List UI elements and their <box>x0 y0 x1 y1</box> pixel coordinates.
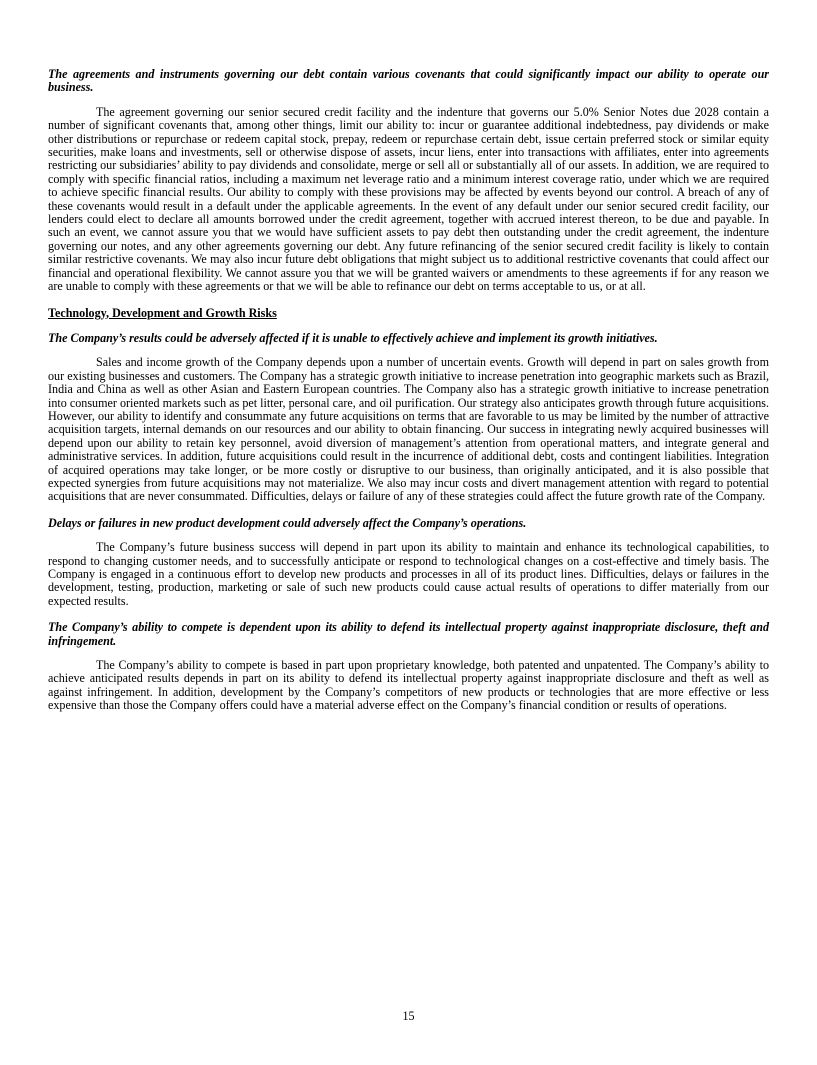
risk-heading-product-development: Delays or failures in new product development could adversely affect the Company’s operations. <box>48 515 527 530</box>
paragraph-intellectual-property: The Company’s ability to compete is based in part upon proprietary knowledge, both patented and unpatented. The Company’s ability to achieve anticipated results depends in part on its ability to defend its intellectual property against inappropriate disclosure and theft as well as against infringement. In addition, development by the Company’s competitors of new products or technologies that are more effective or less expensive than those the Company offers could have a material adverse effect on the Company’s financial condition or results of operations. <box>48 658 769 713</box>
paragraph-growth-initiatives: Sales and income growth of the Company depends upon a number of uncertain events. Growth will depend in part on sales growth from our existing businesses and customers. The Company has a strategic growth initiative to increase penetration into geographic markets such as Brazil, India and China as well as other Asian and Eastern European countries. The Company also has a strategic growth initiative to increase penetration into consumer oriented markets such as pet litter, personal care, and oil purification. Our strategy also anticipates growth through future acquisitions. However, our ability to identify and consummate any future acquisitions on terms that are favorable to us may be limited by the number of attractive acquisition targets, internal demands on our resources and our ability to obtain financing. Our success in integrating newly acquired businesses will depend upon our ability to retain key personnel, avoid diversion of management’s attention from operational matters, and integrate general and administrative services. In addition, future acquisitions could result in the incurrence of additional debt, costs and contingent liabilities. Integration of acquired operations may take longer, or be more costly or disruptive to our business, than originally anticipated, and it is also possible that expected synergies from future acquisitions may not materialize. We also may incur costs and divert management attention with regard to potential acquisitions that are never consummated. Difficulties, delays or failure of any of these strategies could affect the future growth rate of the Company. <box>48 355 769 504</box>
paragraph-debt-covenants: The agreement governing our senior secured credit facility and the indenture that governs our 5.0% Senior Notes due 2028 contain a number of significant covenants that, among other things, limit our ability to: incur or guarantee additional indebtedness, pay dividends or make other distributions or repurchase or redeem capital stock, prepay, redeem or repurchase certain debt, issue certain preferred stock or similar equity securities, make loans and investments, sell or otherwise dispose of assets, incur liens, enter into transactions with affiliates, enter into agreements restricting our subsidiaries’ ability to pay dividends and consolidate, merge or sell all or substantially all of our assets. In addition, we are required to comply with specific financial ratios, including a maximum net leverage ratio and a minimum interest coverage ratio, under which we are required to achieve specific financial results. Our ability to comply with these provisions may be affected by events beyond our control. A breach of any of these covenants would result in a default under the applicable agreements. In the event of any default under our senior secured credit facility, our lenders could elect to declare all amounts borrowed under the credit agreement, together with accrued interest thereon, to be due and payable. In such an event, we cannot assure you that we would have sufficient assets to pay debt then outstanding under the credit agreement, the indenture governing our notes, and any other agreements governing our debt. Any future refinancing of the senior secured credit facility is likely to contain similar restrictive covenants. We may also incur future debt obligations that might subject us to additional restrictive covenants that could affect our financial and operational flexibility. We cannot assure you that we will be granted waivers or amendments to these agreements if for any reason we are unable to comply with these agreements or that we will be able to refinance our debt on terms acceptable to us, or at all. <box>48 104 769 294</box>
section-title-technology-growth: Technology, Development and Growth Risks <box>48 305 277 320</box>
risk-heading-intellectual-property: The Company’s ability to compete is dependent upon its ability to defend its intellectual property against inappropriate disclosure, theft and infringement. <box>48 620 769 648</box>
page-number: 15 <box>402 1009 415 1023</box>
risk-heading-growth-initiatives: The Company’s results could be adversely affected if it is unable to effectively achieve and implement its growth initiatives. <box>48 330 658 345</box>
risk-heading-debt-covenants: The agreements and instruments governing our debt contain various covenants that could significantly impact our ability to operate our business. <box>48 67 769 95</box>
paragraph-product-development: The Company’s future business success will depend in part upon its ability to maintain and enhance its technological capabilities, to respond to changing customer needs, and to successfully anticipate or respond to technological changes on a cost-effective and timely basis. The Company is engaged in a continuous effort to develop new products and processes in all of its product lines. Difficulties, delays or failures in the development, testing, production, marketing or sale of such new products could cause actual results of operations to differ materially from our expected results. <box>48 540 769 608</box>
document-page <box>48 68 769 726</box>
